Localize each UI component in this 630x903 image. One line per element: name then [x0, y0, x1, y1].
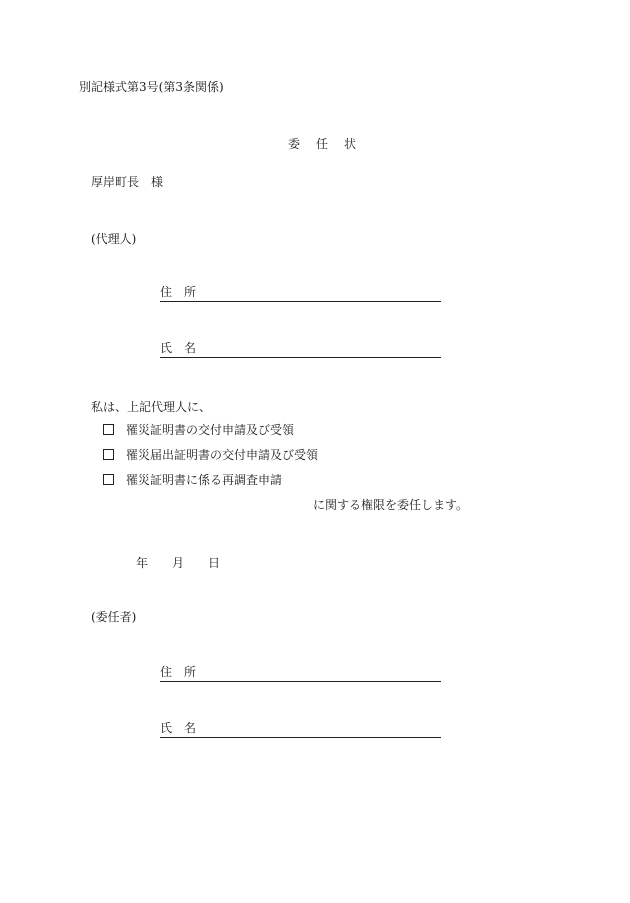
option-label: 罹災証明書に係る再調査申請	[126, 473, 283, 487]
delegator-name-field[interactable]	[160, 719, 441, 738]
document-title: 委 任 状	[288, 137, 359, 151]
option-label: 罹災証明書の交付申請及び受領	[126, 423, 295, 437]
delegator-address-label: 住 所	[160, 665, 197, 679]
agent-address-field[interactable]	[160, 283, 441, 302]
delegation-intro: 私は、上記代理人に、	[91, 400, 212, 414]
month-label: 月	[172, 556, 185, 570]
day-label: 日	[208, 556, 221, 570]
option-item	[103, 422, 294, 438]
option-checkbox[interactable]	[103, 474, 114, 485]
delegator-section-label: (委任者)	[91, 610, 137, 624]
addressee: 厚岸町長 様	[91, 175, 164, 189]
delegator-address-field[interactable]	[160, 663, 441, 682]
year-label: 年	[136, 556, 149, 570]
option-item	[103, 472, 282, 488]
date-row[interactable]	[136, 555, 220, 571]
delegator-name-label: 氏 名	[160, 721, 197, 735]
option-checkbox[interactable]	[103, 424, 114, 435]
agent-name-field[interactable]	[160, 339, 441, 358]
agent-address-label: 住 所	[160, 285, 197, 299]
form-number: 別記様式第3号(第3条関係)	[79, 80, 224, 94]
agent-section-label: (代理人)	[91, 232, 137, 246]
agent-name-label: 氏 名	[160, 341, 197, 355]
option-checkbox[interactable]	[103, 449, 114, 460]
option-item	[103, 447, 318, 463]
option-label: 罹災届出証明書の交付申請及び受領	[126, 448, 319, 462]
delegation-closing: に関する権限を委任します。	[313, 498, 469, 512]
